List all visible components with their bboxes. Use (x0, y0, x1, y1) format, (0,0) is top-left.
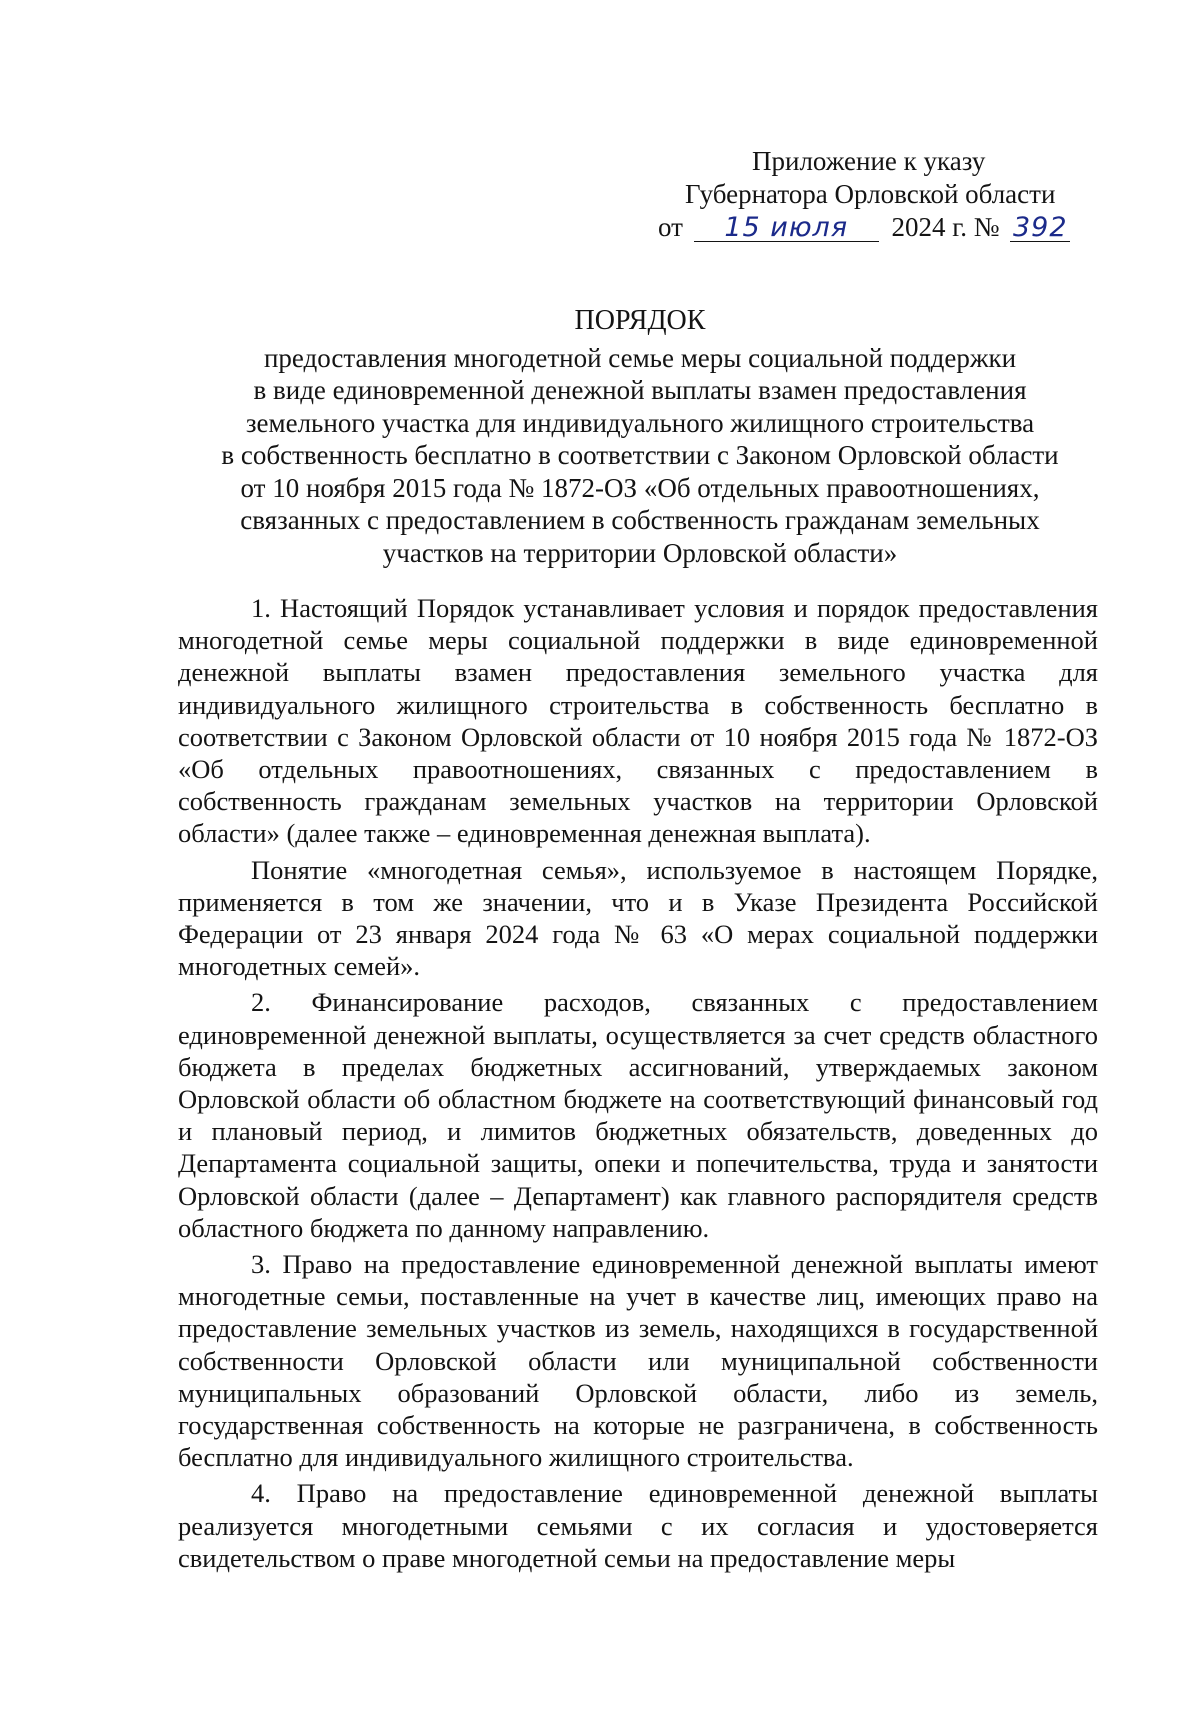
document-title-block (150, 305, 1130, 569)
subtitle-line: земельного участка для индивидуального жилищного строительства (245, 407, 1035, 438)
year-and-number-label: 2024 г. № (891, 212, 1000, 242)
subtitle-line: в собственность бесплатно в соответствии с Законом Орловской области (221, 440, 1059, 470)
paragraph-3: 3. Право на предоставление единовременной денежной выплаты имеют многодетные семьи, поставленные на учет в качестве лиц, имеющих право на предоставление земельных участков из земель, находящихся в государственной собственности Орловской области или муниципальной собственности муниципальных образований Орловской области, либо из земель, государственная собственность на которые не разграничена, в собственность бесплатно для индивидуального жилищного строительства. (178, 1249, 1098, 1473)
handwritten-number: 392 (1012, 212, 1068, 243)
subtitle-line: предоставления многодетной семье меры социальной поддержки (263, 342, 1017, 373)
paragraph-1: 1. Настоящий Порядок устанавливает условия и порядок предоставления многодетной семье меры социальной поддержки в виде единовременной денежной выплаты взамен предоставления земельного участка для индивидуального жилищного строительства в собственность бесплатно в соответствии с Законом Орловской области от 10 ноября 2015 года № 1872-ОЗ «Об отдельных правоотношениях, связанных с предоставлением в собственность гражданам земельных участков на территории Орловской области» (далее также – единовременная денежная выплата). (178, 593, 1098, 849)
subtitle-line: от 10 ноября 2015 года № 1872-ОЗ «Об отдельных правоотношениях, (240, 472, 1040, 503)
number-field (1010, 214, 1070, 242)
appendix-date-line (640, 211, 1070, 244)
date-field (694, 214, 879, 242)
date-prefix: от (658, 212, 683, 242)
subtitle-line: в виде единовременной денежной выплаты взамен предоставления (253, 375, 1027, 405)
subtitle-line: связанных с предоставлением в собственность гражданам земельных (240, 505, 1040, 535)
subtitle-line: участков на территории Орловской области» (382, 537, 898, 568)
appendix-header (640, 145, 1070, 244)
document-title: ПОРЯДОК (574, 305, 706, 336)
appendix-line-1: Приложение к указу (752, 146, 986, 176)
document-body (178, 592, 1098, 1574)
appendix-line-2: Губернатора Орловской области (685, 179, 1056, 209)
paragraph-4: 4. Право на предоставление единовременной денежной выплаты реализуется многодетными семьями с их согласия и удостоверяется свидетельством о праве многодетной семьи на предоставление меры (178, 1478, 1098, 1573)
handwritten-date: 15 июля (724, 212, 849, 243)
paragraph-definition: Понятие «многодетная семья», используемое в настоящем Порядке, применяется в том же значении, что и в Указе Президента Российской Федерации от 23 января 2024 года № 63 «О мерах социальной поддержки многодетных семей». (178, 854, 1098, 982)
paragraph-2: 2. Финансирование расходов, связанных с предоставлением единовременной денежной выплаты, осуществляется за счет средств областного бюджета в пределах бюджетных ассигнований, утверждаемых законом Орловской области об областном бюджете на соответствующий финансовый год и плановый период, и лимитов бюджетных обязательств, доведенных до Департамента социальной защиты, опеки и попечительства, труда и занятости Орловской области (далее – Департамент) как главного распорядителя средств областного бюджета по данному направлению. (178, 987, 1098, 1243)
